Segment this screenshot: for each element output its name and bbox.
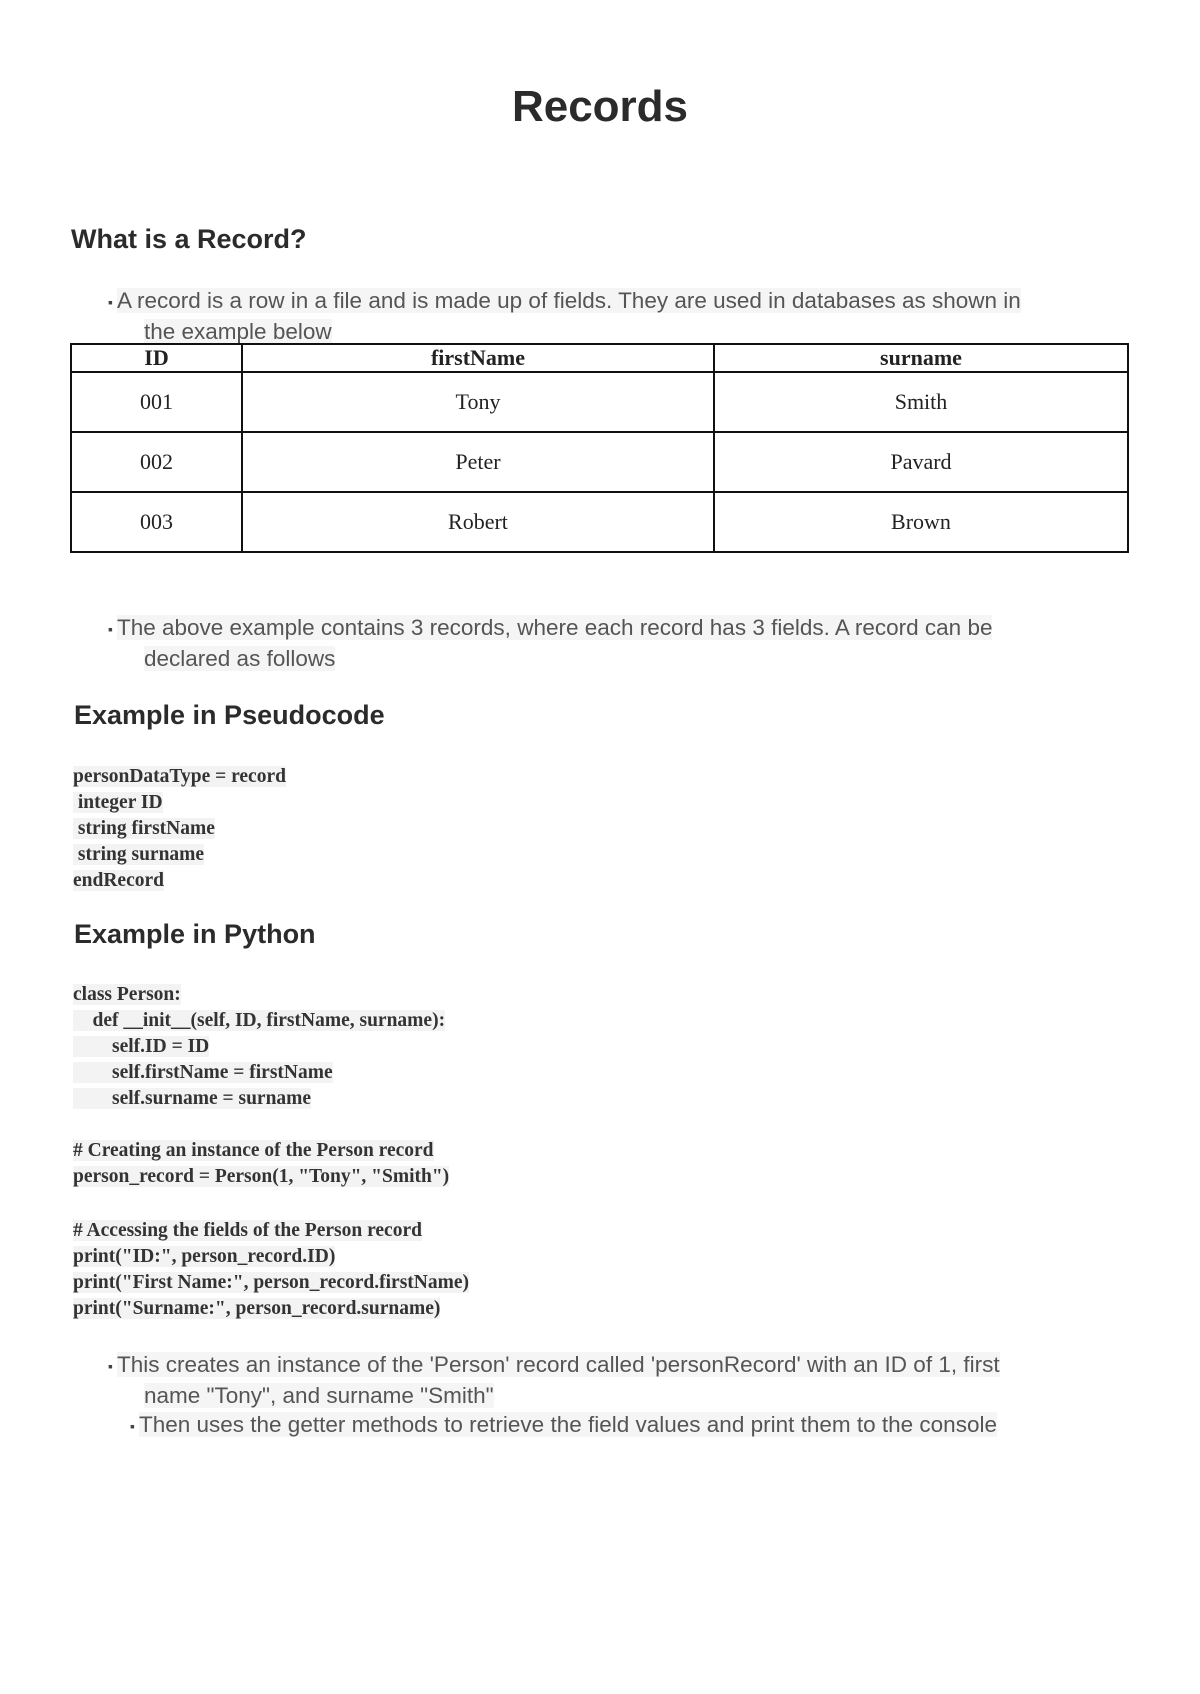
table-row <box>71 372 1128 432</box>
code-line: endRecord <box>73 870 164 891</box>
bullet-record-definition <box>108 286 1118 346</box>
bullet-icon: ▪ <box>108 1357 113 1374</box>
code-line: # Accessing the fields of the Person record <box>73 1220 422 1241</box>
bullet-text-line: Then uses the getter methods to retrieve the field values and print them to the console <box>138 1412 997 1437</box>
python-class-block <box>73 982 445 1112</box>
bullet-instance-explanation <box>108 1350 1108 1410</box>
column-header-surname: surname <box>714 344 1128 372</box>
column-header-id: ID <box>71 344 242 372</box>
column-header-firstname: firstName <box>242 344 714 372</box>
code-line: print("First Name:", person_record.firstName) <box>73 1272 470 1293</box>
python-access-fields-block <box>73 1218 469 1322</box>
code-line: string firstName <box>73 818 215 839</box>
python-create-instance-block <box>73 1138 449 1190</box>
code-line: def __init__(self, ID, firstName, surname): <box>73 1010 446 1031</box>
section-heading-what-is-a-record: What is a Record? <box>71 224 307 254</box>
table-header-row <box>71 344 1128 372</box>
table-cell-id: 002 <box>71 432 242 492</box>
table-cell-surname: Pavard <box>714 432 1128 492</box>
bullet-icon: ▪ <box>130 1417 135 1434</box>
table-row <box>71 492 1128 552</box>
code-line: # Creating an instance of the Person record <box>73 1140 434 1161</box>
bullet-text-line: declared as follows <box>144 645 336 671</box>
section-heading-python: Example in Python <box>74 919 316 949</box>
code-line: class Person: <box>73 984 181 1005</box>
section-heading-pseudocode: Example in Pseudocode <box>74 700 385 730</box>
table-cell-id: 001 <box>71 372 242 432</box>
code-line: self.firstName = firstName <box>73 1062 333 1083</box>
bullet-record-count <box>108 613 1108 673</box>
table-row <box>71 432 1128 492</box>
table-cell-id: 003 <box>71 492 242 552</box>
code-line: integer ID <box>73 792 163 813</box>
bullet-icon: ▪ <box>108 293 113 310</box>
code-line: print("Surname:", person_record.surname) <box>73 1298 441 1319</box>
bullet-text-line: The above example contains 3 records, where each record has 3 fields. A record can be <box>116 615 993 640</box>
table-cell-surname: Brown <box>714 492 1128 552</box>
code-line: self.ID = ID <box>73 1036 210 1057</box>
bullet-getter-explanation <box>130 1410 1130 1441</box>
code-line: personDataType = record <box>73 766 286 787</box>
page-title: Records <box>511 82 689 131</box>
code-line: self.surname = surname <box>73 1088 312 1109</box>
table-cell-firstname: Peter <box>242 432 714 492</box>
bullet-text-line: the example below <box>144 318 332 344</box>
records-table <box>70 343 1129 553</box>
code-line: string surname <box>73 844 205 865</box>
bullet-icon: ▪ <box>108 620 113 637</box>
table-cell-firstname: Tony <box>242 372 714 432</box>
pseudocode-block <box>73 764 286 894</box>
table-cell-surname: Smith <box>714 372 1128 432</box>
bullet-text-line: This creates an instance of the 'Person' record called 'personRecord' with an ID of 1, first <box>116 1352 1000 1377</box>
table-cell-firstname: Robert <box>242 492 714 552</box>
code-line: person_record = Person(1, "Tony", "Smith") <box>73 1166 450 1187</box>
bullet-text-line: A record is a row in a file and is made up of fields. They are used in databases as shown in <box>116 288 1021 313</box>
bullet-text-line: name "Tony", and surname "Smith" <box>144 1382 494 1408</box>
code-line: print("ID:", person_record.ID) <box>73 1246 336 1267</box>
